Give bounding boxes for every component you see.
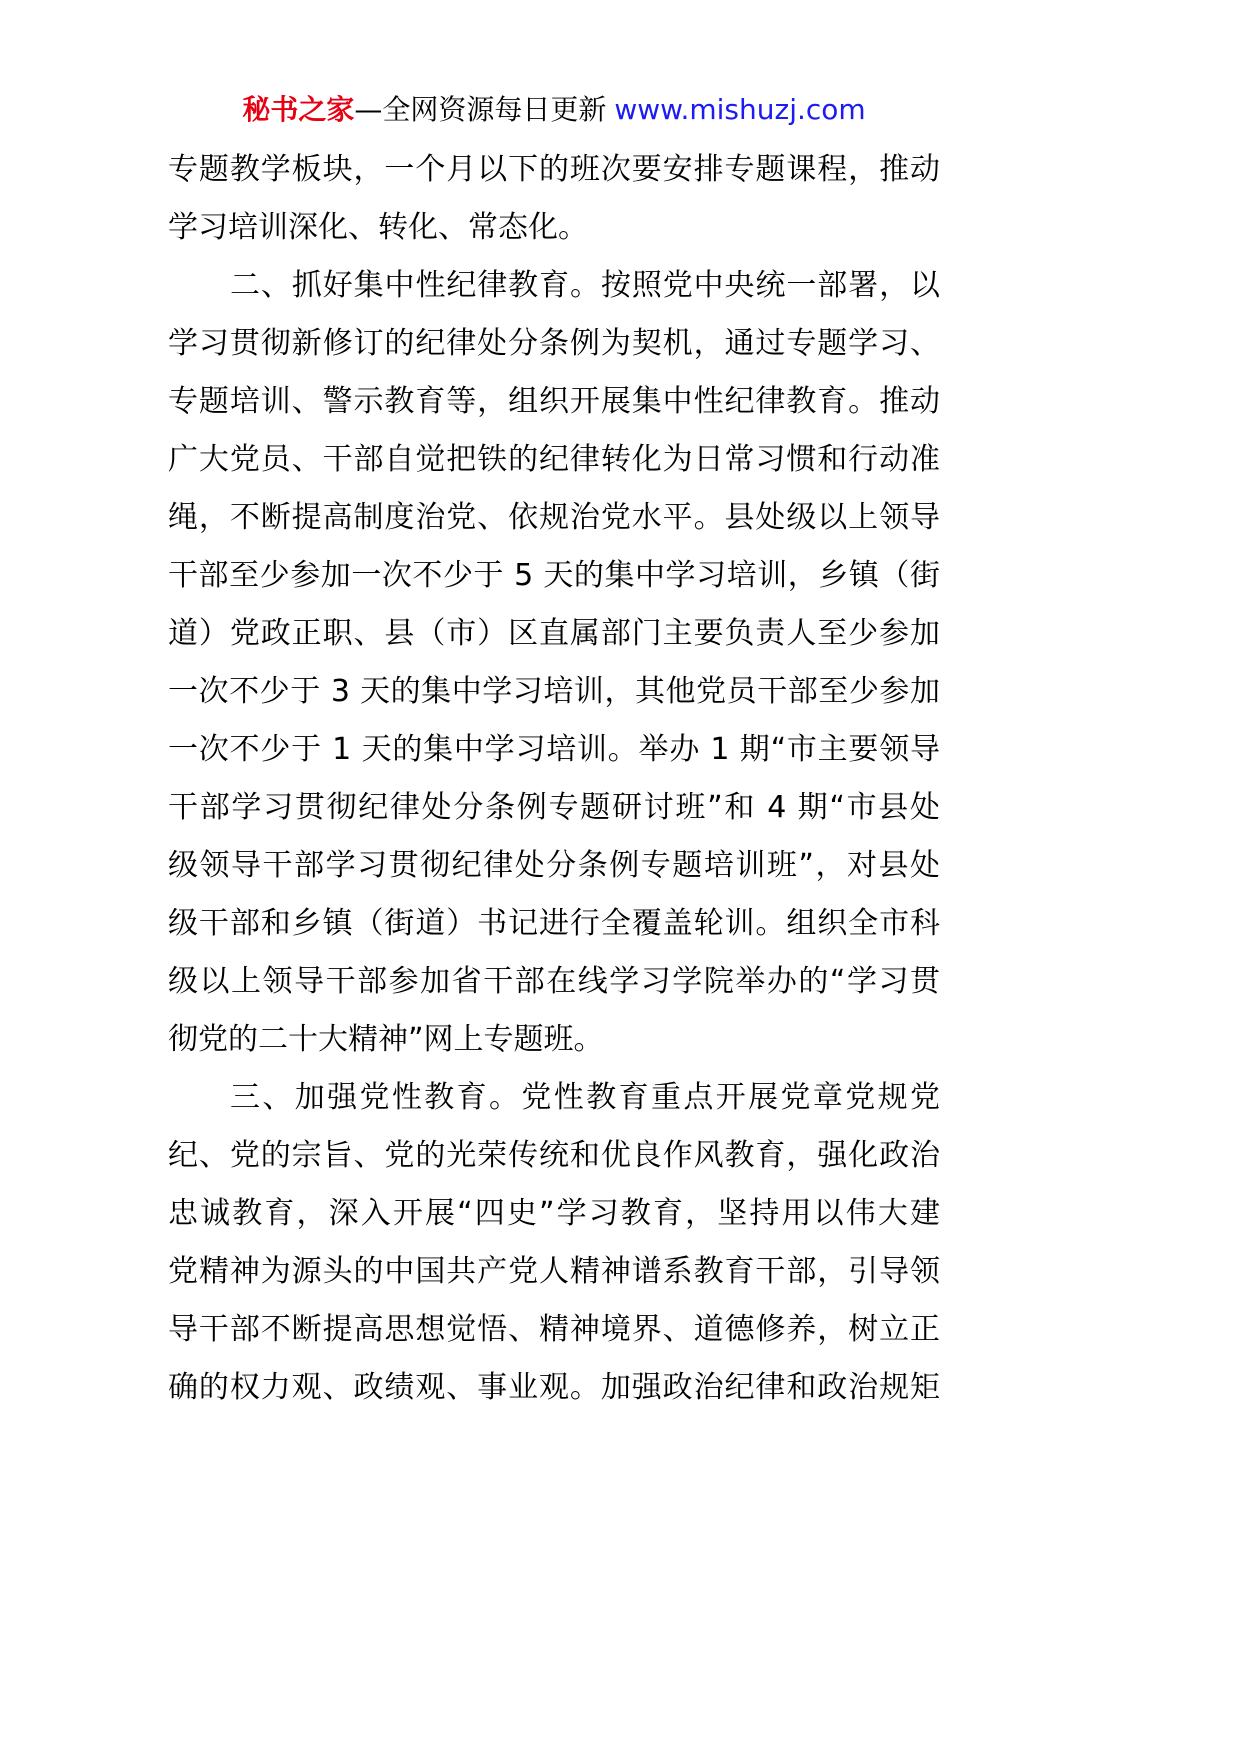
text-line: 广大党员、干部自觉把铁的纪律转化为日常习惯和行动准 [168, 442, 940, 477]
text-line: 专题培训、警示教育等，组织开展集中性纪律教育。推动 [168, 384, 940, 419]
text-line: 干部至少参加一次不少于 5 天的集中学习培训，乡镇（街 [168, 558, 940, 593]
text-line: 级领导干部学习贯彻纪律处分条例专题培训班”，对县处 [168, 848, 940, 883]
brand-name: 秘书之家 [242, 93, 355, 126]
text-line: 三、加强党性教育。党性教育重点开展党章党规党 [230, 1080, 940, 1115]
text-line: 专题教学板块，一个月以下的班次要安排专题课程，推动 [168, 152, 940, 187]
text-line: 二、抓好集中性纪律教育。按照党中央统一部署，以 [230, 268, 940, 303]
text-line: 彻党的二十大精神”网上专题班。 [168, 1022, 604, 1057]
document-page [168, 0, 940, 1754]
text-line: 纪、党的宗旨、党的光荣传统和优良作风教育，强化政治 [168, 1138, 940, 1173]
text-line: 党精神为源头的中国共产党人精神谱系教育干部，引导领 [168, 1254, 940, 1289]
text-line: 道）党政正职、县（市）区直属部门主要负责人至少参加 [168, 616, 940, 651]
text-line: 忠诚教育，深入开展“四史”学习教育，坚持用以伟大建 [168, 1196, 940, 1231]
text-line: 绳，不断提高制度治党、依规治党水平。县处级以上领导 [168, 500, 940, 535]
text-line: 一次不少于 3 天的集中学习培训，其他党员干部至少参加 [168, 674, 940, 709]
paragraph [168, 257, 940, 1069]
text-line: 级干部和乡镇（街道）书记进行全覆盖轮训。组织全市科 [168, 906, 940, 941]
text-line: 一次不少于 1 天的集中学习培训。举办 1 期“市主要领导 [168, 732, 940, 767]
text-line: 干部学习贯彻纪律处分条例专题研讨班”和 4 期“市县处 [168, 790, 940, 825]
document-body [168, 141, 940, 1417]
text-line: 确的权力观、政绩观、事业观。加强政治纪律和政治规矩 [168, 1370, 940, 1405]
site-header [168, 92, 940, 128]
paragraph [168, 141, 940, 257]
text-line: 导干部不断提高思想觉悟、精神境界、道德修养，树立正 [168, 1312, 940, 1347]
site-url-link[interactable]: www.mishuzj.com [614, 93, 866, 126]
text-line: 级以上领导干部参加省干部在线学习学院举办的“学习贯 [168, 964, 940, 999]
text-line: 学习贯彻新修订的纪律处分条例为契机，通过专题学习、 [168, 326, 940, 361]
paragraph [168, 1069, 940, 1417]
text-line: 学习培训深化、转化、常态化。 [168, 210, 588, 245]
header-tagline: —全网资源每日更新 [354, 93, 607, 126]
